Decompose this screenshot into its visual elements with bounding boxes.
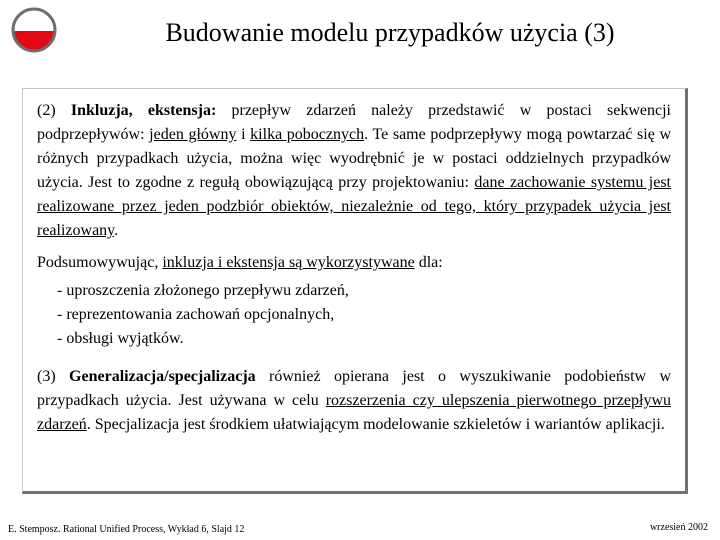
footer-credit: E. Stemposz. Rational Unified Process, Wykład 6, Slajd 12 [8,524,245,535]
term-generalization: Generalizacja/specjalizacja [69,368,256,385]
content [37,99,671,437]
uses-list [57,279,671,351]
paragraph-inclusion: (2) Inkluzja, ekstensja: przepływ zdarzeń należy przedstawić w postaci sekwencji podprzepływów: jeden główny i kilka pobocznych. Te same podprzepływy mogą powtarzać się w różnych przypadkach użycia, można więc wyodrębnić je w postaci oddzielnych przypadków użycia. Jest to zgodne z regułą obowiązującą przy projektowaniu: dane zachowanie systemu jest realizowane przez jeden podzbiór obiektów, niezależnie od tego, który przypadek użycia jest realizowany. [37,102,672,239]
page-title: Budowanie modelu przypadków użycia (3) [165,18,615,47]
list-item: - uproszczenia złożonego przepływu zdarzeń, [57,279,671,303]
term-inclusion: Inkluzja, ekstensja: [70,102,217,119]
paragraph-generalization: (3) Generalizacja/specjalizacja również opierana jest o wyszukiwanie podobieństw w przypadkach użycia. Jest używana w celu rozszerzenia czy ulepszenia pierwotnego przepływu zdarzeń. Specjalizacja jest środkiem ułatwiającym modelowanie szkieletów i wariantów aplikacji. [37,368,672,433]
footer-date: wrzesień 2002 [649,522,708,533]
paragraph-summary: Podsumowywując, inkluzja i ekstensja są wykorzystywane dla: [37,254,443,271]
list-item: - reprezentowania zachowań opcjonalnych, [57,303,671,327]
logo-icon [10,6,58,54]
list-item: - obsługi wyjątków. [57,327,671,351]
